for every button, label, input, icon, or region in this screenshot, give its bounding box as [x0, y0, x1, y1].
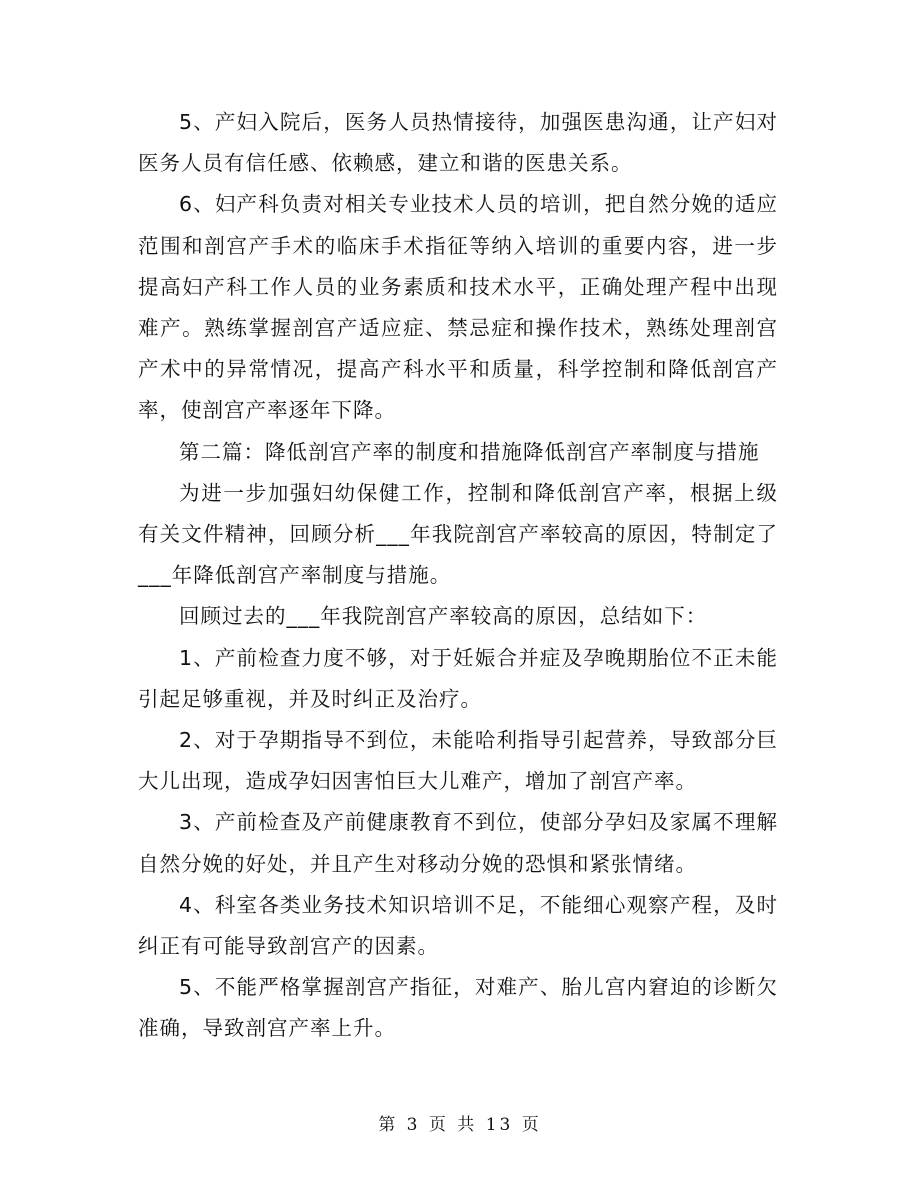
paragraph-intro: 为进一步加强妇幼保健工作，控制和降低剖宫产率，根据上级有关文件精神，回顾分析___年我院剖宫产率较高的原因，特制定了___年降低剖宫产率制度与措施。: [138, 480, 778, 588]
paragraph-reason-4: 4、科室各类业务技术知识培训不足，不能细心观察产程，及时纠正有可能导致剖宫产的因素。: [138, 892, 778, 959]
paragraph-reason-1: 1、产前检查力度不够，对于妊娠合并症及孕晚期胎位不正未能引起足够重视，并及时纠正及治疗。: [138, 645, 778, 711]
paragraph-item-6: 6、妇产科负责对相关专业技术人员的培训，把自然分娩的适应范围和剖宫产手术的临床手术指征等纳入培训的重要内容，进一步提高妇产科工作人员的业务素质和技术水平，正确处理产程中出现难产。熟练掌握剖宫产适应症、禁忌症和操作技术，熟练处理剖宫产术中的异常情况，提高产科水平和质量，科学控制和降低剖宫产率，使剖宫产率逐年下降。: [138, 192, 778, 423]
paragraph-review: 回顾过去的___年我院剖宫产率较高的原因，总结如下：: [179, 604, 708, 629]
paragraph-reason-3: 3、产前检查及产前健康教育不到位，使部分孕妇及家属不理解自然分娩的好处，并且产生对移动分娩的恐惧和紧张情绪。: [138, 810, 778, 876]
page-number-footer: 第 3 页 共 13 页: [378, 1115, 542, 1135]
paragraph-reason-5: 5、不能严格掌握剖宫产指征，对难产、胎儿宫内窘迫的诊断欠准确，导致剖宫产率上升。: [138, 975, 778, 1041]
body-text: [138, 102, 778, 1050]
section-heading: 第二篇：降低剖宫产率的制度和措施降低剖宫产率制度与措施: [179, 439, 760, 464]
paragraph-reason-2: 2、对于孕期指导不到位，未能哈利指导引起营养，导致部分巨大儿出现，造成孕妇因害怕巨大儿难产，增加了剖宫产率。: [138, 728, 778, 794]
paragraph-item-5: 5、产妇入院后，医务人员热情接待，加强医患沟通，让产妇对医务人员有信任感、依赖感，建立和谐的医患关系。: [138, 110, 778, 176]
